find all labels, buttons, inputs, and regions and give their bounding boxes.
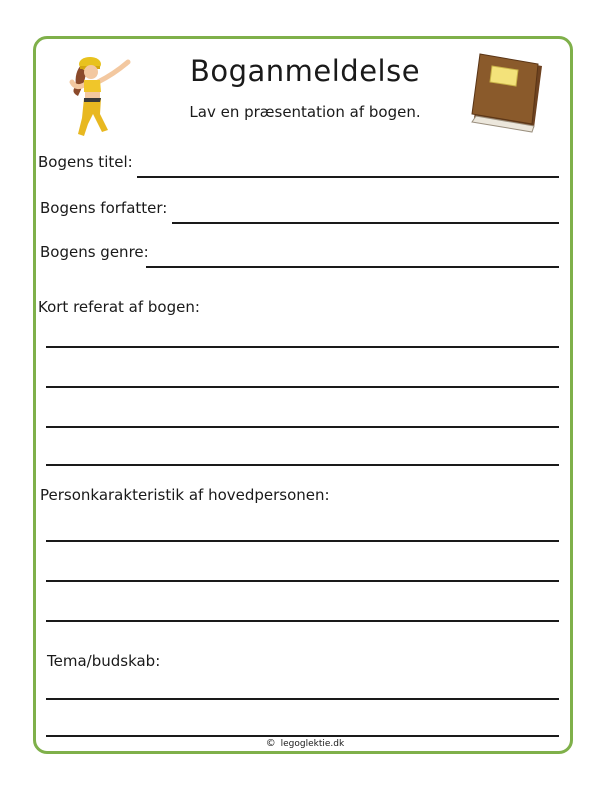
footer-site[interactable]: legoglektie.dk xyxy=(280,739,345,749)
book-icon xyxy=(462,52,546,136)
theme-line[interactable] xyxy=(46,735,559,737)
page-subtitle: Lav en præsentation af bogen. xyxy=(189,103,421,121)
character-line[interactable] xyxy=(46,580,559,582)
theme-line[interactable] xyxy=(46,698,559,700)
summary-line[interactable] xyxy=(46,386,559,388)
summary-label: Kort referat af bogen: xyxy=(38,298,200,316)
summary-line[interactable] xyxy=(46,346,559,348)
theme-label: Tema/budskab: xyxy=(47,652,161,670)
copyright-icon: © xyxy=(265,738,276,749)
book-genre-line[interactable] xyxy=(146,266,559,268)
summary-line[interactable] xyxy=(46,464,559,466)
character-line[interactable] xyxy=(46,620,559,622)
page-title: Boganmeldelse xyxy=(189,54,421,88)
girl-dancer-icon xyxy=(64,52,138,138)
character-label: Personkarakteristik af hovedpersonen: xyxy=(40,486,330,504)
book-genre-label: Bogens genre: xyxy=(40,243,149,261)
page-border xyxy=(33,36,573,754)
book-author-label: Bogens forfatter: xyxy=(40,199,168,217)
book-title-label: Bogens titel: xyxy=(38,153,133,171)
book-title-line[interactable] xyxy=(137,176,559,178)
book-author-line[interactable] xyxy=(172,222,559,224)
footer-credit xyxy=(250,738,360,749)
character-line[interactable] xyxy=(46,540,559,542)
summary-line[interactable] xyxy=(46,426,559,428)
